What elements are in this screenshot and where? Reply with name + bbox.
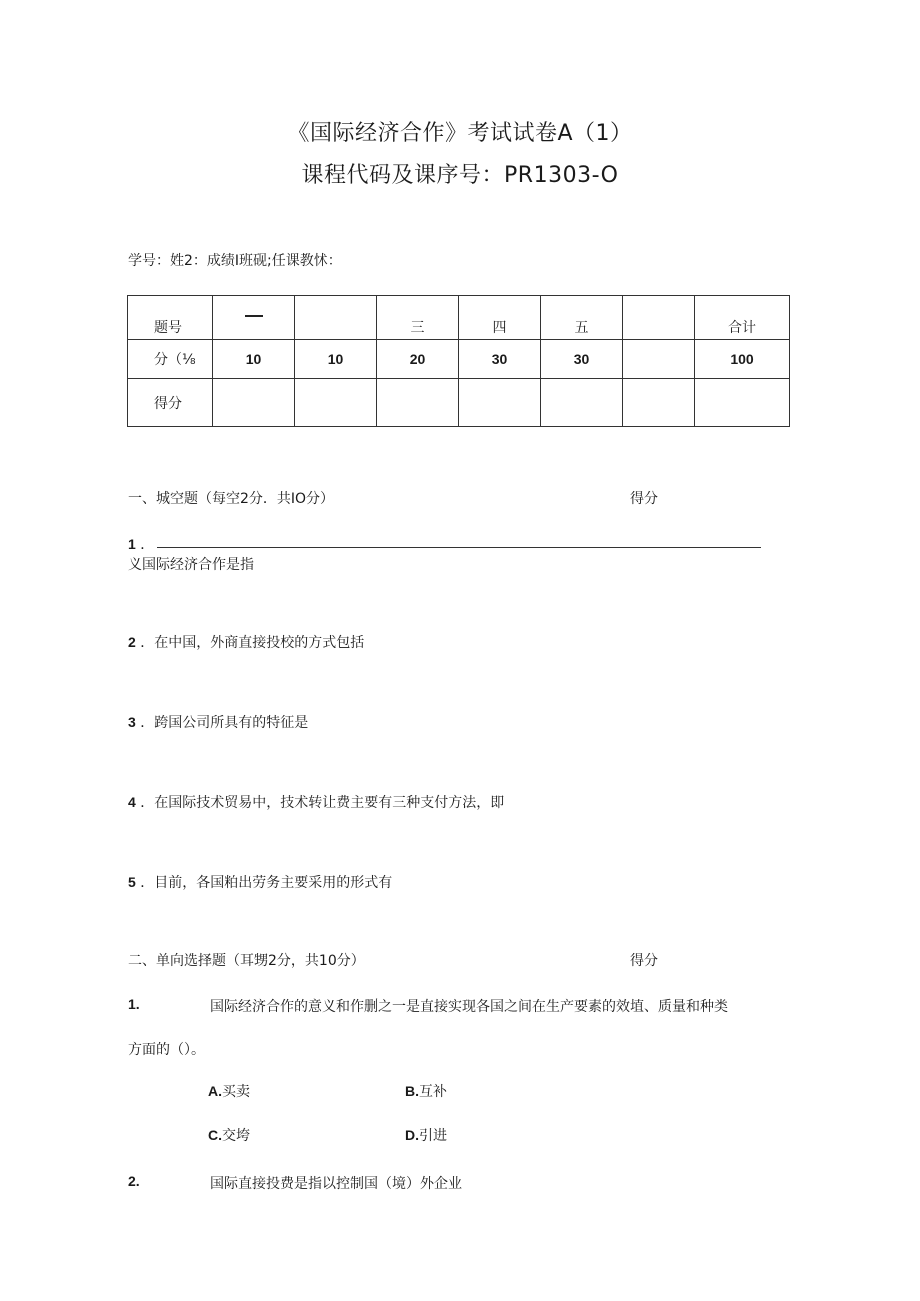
s1-question-1 bbox=[128, 534, 154, 554]
s1-q4-number: 4 bbox=[128, 794, 136, 810]
option-a-text: 买卖 bbox=[222, 1084, 250, 1100]
s2-q1-option-b[interactable] bbox=[405, 1081, 447, 1101]
earned-cell-4[interactable] bbox=[459, 379, 541, 427]
section2-title: 二、单向选择题（耳甥2分，共10分） bbox=[128, 953, 365, 969]
s1-q5-number: 5 bbox=[128, 874, 136, 890]
s1-q1-continuation: 义国际经济合作是指 bbox=[128, 557, 254, 573]
score-table-earned-row bbox=[128, 379, 790, 427]
earned-cell-2[interactable] bbox=[295, 379, 377, 427]
s1-q2-text: ．在中国，外商直接投校的方式包括 bbox=[140, 635, 365, 651]
score-table bbox=[127, 295, 790, 427]
s1-q4-text: ．在国际技术贸易中，技术转让费主要有三种支付方法，即 bbox=[140, 795, 505, 811]
header-cell-3: 三 bbox=[377, 296, 459, 340]
points-cell-label: 分（⅛ bbox=[128, 340, 213, 379]
earned-cell-total[interactable] bbox=[695, 379, 790, 427]
option-d-letter: D. bbox=[405, 1127, 419, 1143]
s1-q5-text: ．目前，各国粕出劳务主要采用的形式有 bbox=[140, 875, 393, 891]
s2-q1-option-d[interactable] bbox=[405, 1125, 447, 1145]
option-b-letter: B. bbox=[405, 1083, 419, 1099]
header-cell-5: 五 bbox=[541, 296, 623, 340]
header-cell-6 bbox=[623, 296, 695, 340]
s1-q3-text: ．跨国公司所具有的特征是 bbox=[140, 715, 309, 731]
earned-cell-label: 得分 bbox=[128, 379, 213, 427]
s1-question-5 bbox=[128, 872, 392, 892]
points-cell-3: 20 bbox=[377, 340, 459, 379]
points-cell-4: 30 bbox=[459, 340, 541, 379]
points-cell-6 bbox=[623, 340, 695, 379]
s1-q3-number: 3 bbox=[128, 714, 136, 730]
course-code: 课程代码及课序号：PR1303-O bbox=[301, 163, 619, 188]
points-cell-5: 30 bbox=[541, 340, 623, 379]
section1-title: 一、城空题（每空2分．共IO分） bbox=[128, 491, 335, 507]
section1-score-label: 得分 bbox=[630, 491, 658, 507]
points-cell-1: 10 bbox=[213, 340, 295, 379]
points-cell-2: 10 bbox=[295, 340, 377, 379]
score-table-header-row bbox=[128, 296, 790, 340]
earned-cell-1[interactable] bbox=[213, 379, 295, 427]
earned-cell-6[interactable] bbox=[623, 379, 695, 427]
s1-question-2 bbox=[128, 632, 364, 652]
s1-q1-text: ． bbox=[140, 537, 155, 553]
section2-score-label: 得分 bbox=[630, 953, 658, 969]
s1-q2-number: 2 bbox=[128, 634, 136, 650]
s1-question-4 bbox=[128, 792, 504, 812]
answer-blank-line[interactable] bbox=[157, 547, 761, 548]
header-cell-4: 四 bbox=[459, 296, 541, 340]
exam-title: 《国际经济合作》考试试卷A（1） bbox=[287, 121, 633, 146]
header-cell-2 bbox=[295, 296, 377, 340]
header-cell-total: 合计 bbox=[695, 296, 790, 340]
option-b-text: 互补 bbox=[419, 1084, 447, 1100]
earned-cell-3[interactable] bbox=[377, 379, 459, 427]
s1-q1-number: 1 bbox=[128, 536, 136, 552]
earned-cell-5[interactable] bbox=[541, 379, 623, 427]
s2-q1-text-continued: 方面的（）。 bbox=[128, 1042, 205, 1058]
s2-q1-number: 1. bbox=[128, 996, 140, 1012]
option-c-letter: C. bbox=[208, 1127, 222, 1143]
score-table-points-row bbox=[128, 340, 790, 379]
option-a-letter: A. bbox=[208, 1083, 222, 1099]
option-c-text: 交垮 bbox=[222, 1128, 250, 1144]
header-cell-1 bbox=[213, 296, 295, 340]
s2-q1-text: 国际经济合作的意义和作删之一是直接实现各国之间在生产要素的效埴、质量和种类 bbox=[210, 999, 728, 1015]
header-cell-label: 题号 bbox=[128, 296, 213, 340]
s2-q1-option-c[interactable] bbox=[208, 1125, 250, 1145]
s2-q2-text: 国际直接投费是指以控制国（境）外企业 bbox=[210, 1176, 462, 1192]
student-info-line: 学号：姓2：成绩I班砚;任课教怵： bbox=[128, 253, 342, 269]
points-cell-total: 100 bbox=[695, 340, 790, 379]
s1-question-3 bbox=[128, 712, 308, 732]
s2-q1-option-a[interactable] bbox=[208, 1081, 250, 1101]
option-d-text: 引进 bbox=[419, 1128, 447, 1144]
s2-q2-number: 2. bbox=[128, 1173, 140, 1189]
